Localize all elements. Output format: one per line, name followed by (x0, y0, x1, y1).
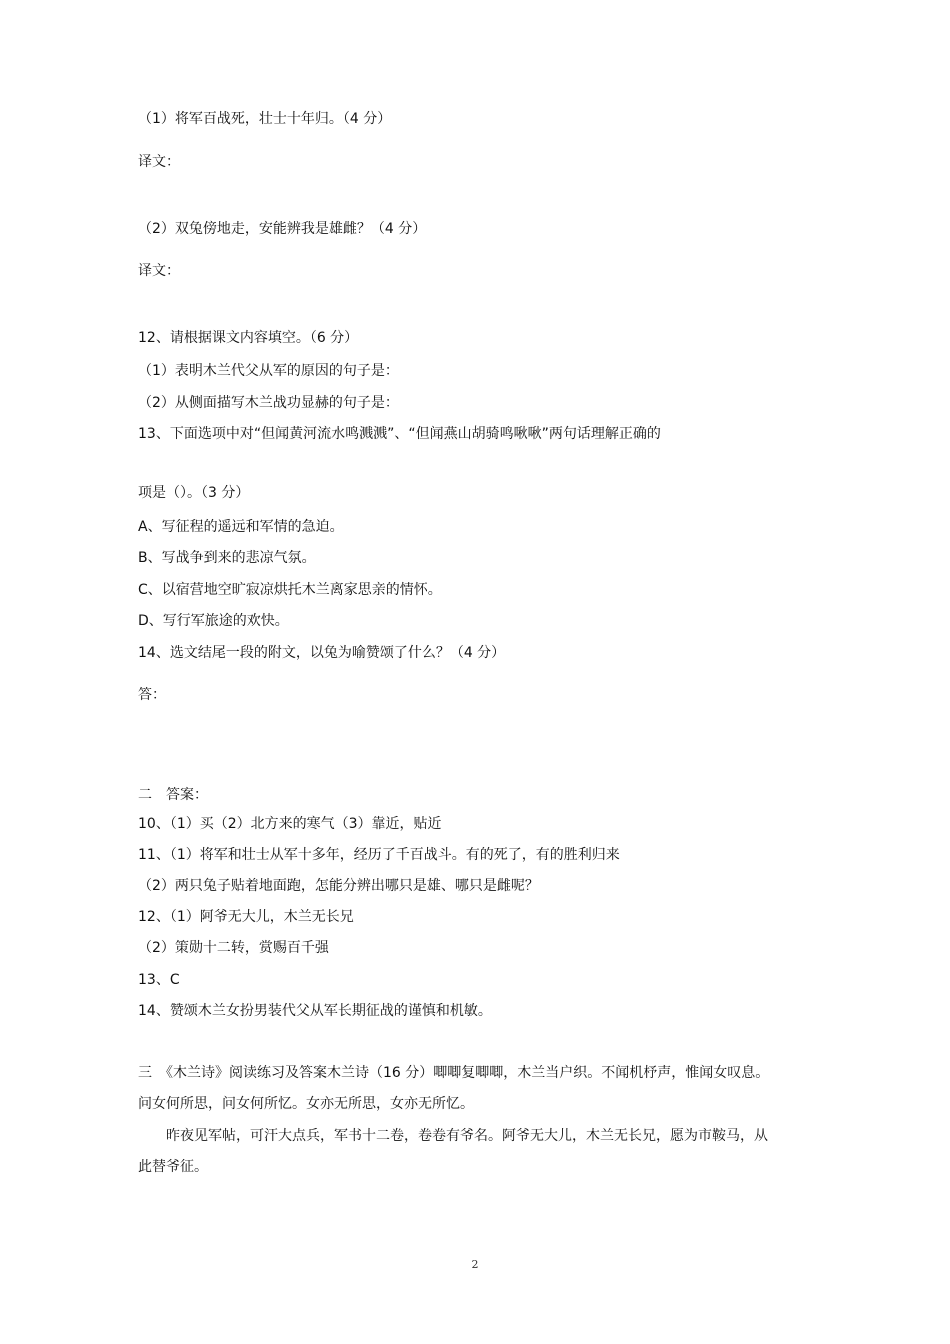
question-12-2: （2）从侧面描写木兰战功显赫的句子是： (138, 395, 399, 411)
question-12-1: （1）表明木兰代父从军的原因的句子是： (138, 363, 399, 379)
answer-14: 14、赞颂木兰女扮男装代父从军长期征战的谨慎和机敏。 (138, 1003, 492, 1019)
option-d: D、写行军旅途的欢快。 (138, 613, 289, 629)
answer-12-1: 12、（1）阿爷无大儿，木兰无长兄 (138, 909, 354, 925)
section-3-line1: 三 《木兰诗》阅读练习及答案木兰诗（16 分）唧唧复唧唧，木兰当户织。不闻机杼声，惟闻女叹息。 (138, 1065, 770, 1081)
answer-13: 13、C (138, 972, 180, 988)
answer-label: 答： (138, 687, 166, 703)
page-number: 2 (471, 1258, 479, 1271)
question-11-2: （2）双兔傍地走，安能辨我是雄雌？（4 分） (138, 221, 427, 237)
translation-label: 译文： (138, 154, 180, 170)
question-12: 12、请根据课文内容填空。（6 分） (138, 330, 359, 346)
section-3-line4: 此替爷征。 (138, 1159, 208, 1175)
answer-12-2: （2）策勋十二转，赏赐百千强 (138, 940, 329, 956)
option-c: C、以宿营地空旷寂凉烘托木兰离家思亲的情怀。 (138, 582, 442, 598)
translation-label: 译文： (138, 263, 180, 279)
question-14: 14、选文结尾一段的附文，以兔为喻赞颂了什么？（4 分） (138, 645, 506, 661)
answer-10: 10、（1）买（2）北方来的寒气（3）靠近，贴近 (138, 816, 442, 832)
section-3-line3: 昨夜见军帖，可汗大点兵，军书十二卷，卷卷有爷名。阿爷无大儿，木兰无长兄，愿为市鞍马，从 (138, 1128, 768, 1144)
section-3-line2: 问女何所思，问女何所忆。女亦无所思，女亦无所忆。 (138, 1096, 474, 1112)
question-13-line1: 13、下面选项中对“但闻黄河流水鸣溅溅”、“但闻燕山胡骑鸣啾啾”两句话理解正确的 (138, 426, 661, 442)
question-13-line2: 项是（）。（3 分） (138, 485, 250, 501)
option-b: B、写战争到来的悲凉气氛。 (138, 550, 316, 566)
question-11-1: （1）将军百战死，壮士十年归。（4 分） (138, 111, 392, 127)
option-a: A、写征程的遥远和军情的急迫。 (138, 519, 344, 535)
answers-heading: 二 答案： (138, 787, 208, 803)
answer-11-1: 11、（1）将军和壮士从军十多年，经历了千百战斗。有的死了，有的胜利归来 (138, 847, 620, 863)
answer-11-2: （2）两只兔子贴着地面跑，怎能分辨出哪只是雄、哪只是雌呢？ (138, 878, 539, 894)
